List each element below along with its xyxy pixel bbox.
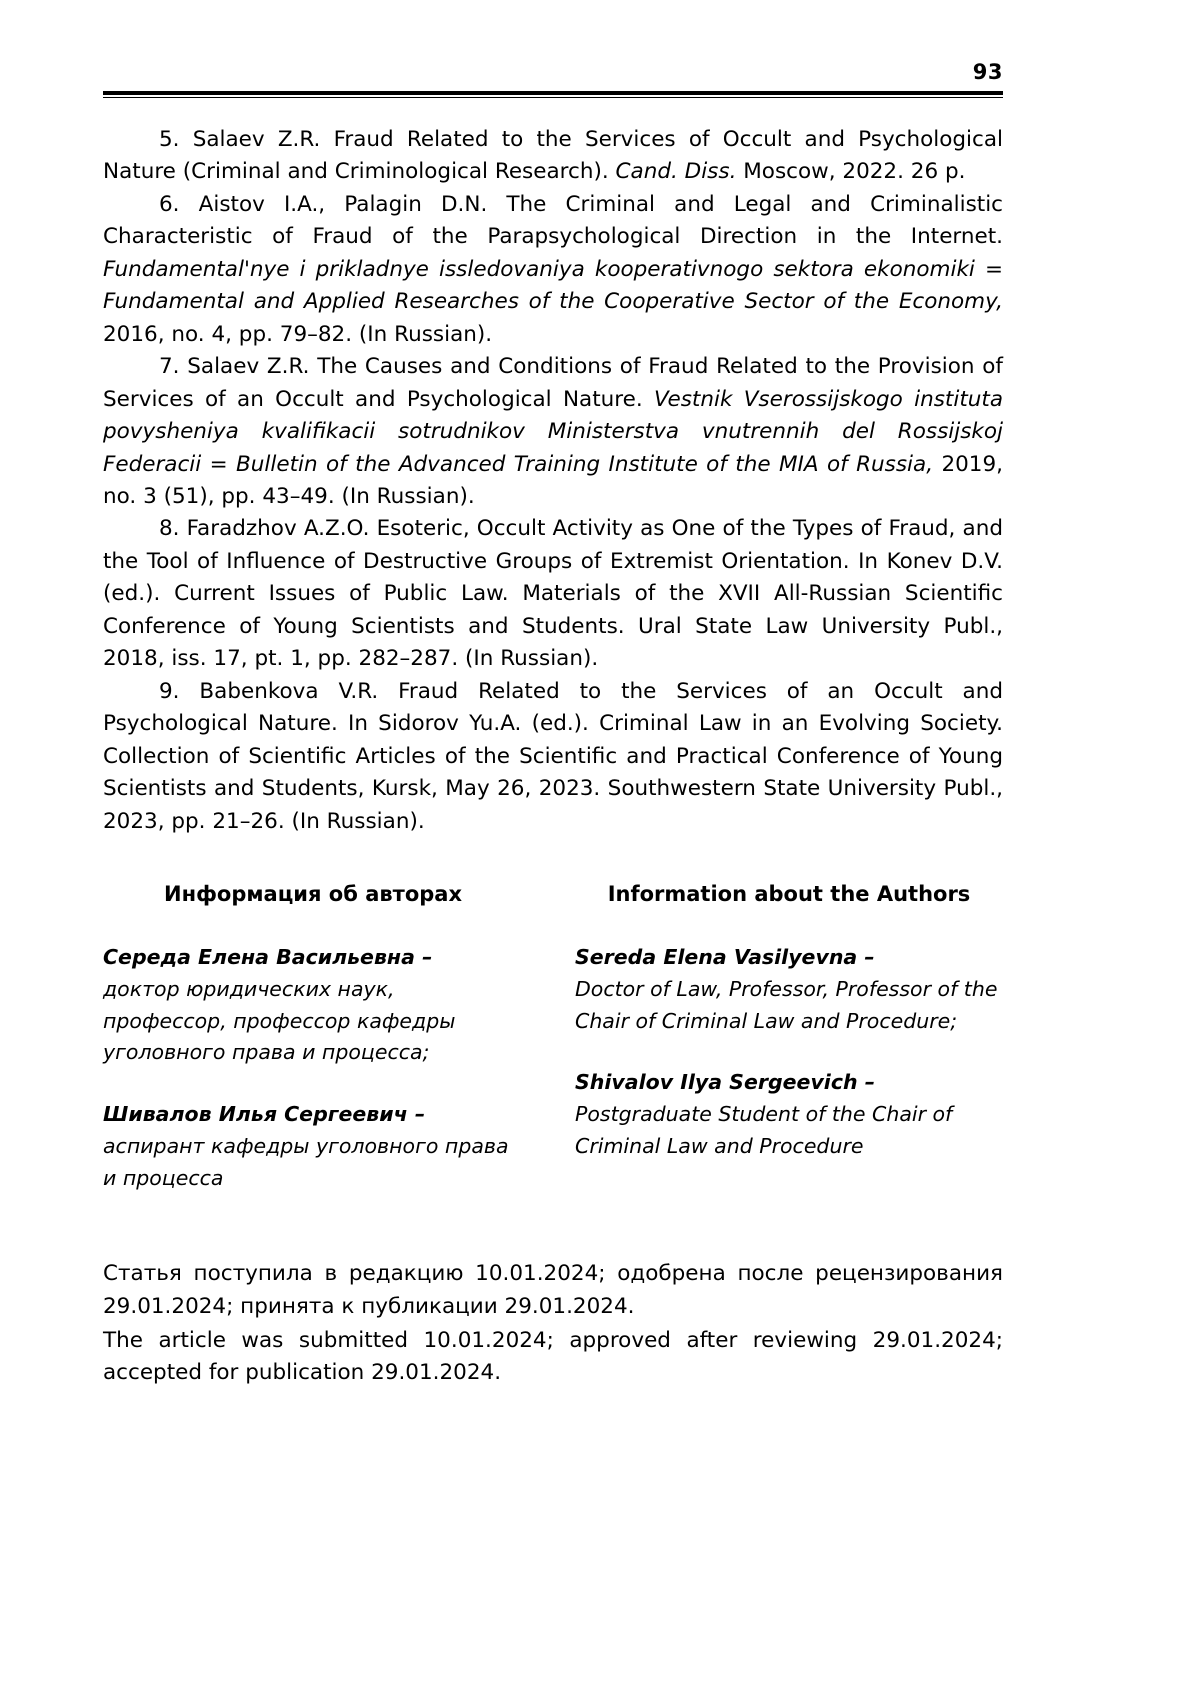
author-affiliation: доктор юридических наук, профессор, профессор кафедры уголовного права и процесса; — [103, 976, 456, 1065]
page-number: 93 — [972, 60, 1003, 84]
reference-text: 9. Babenkova V.R. Fraud Related to the Services of an Occult and Psychological Nature. In Sidorov Yu.A. (ed.). Criminal Law in an Evolving Society. Collection of Scientific Articles of the Scientific and Practical Conference of Young Scientists and Students, Kursk, May 26, 2023. Southwestern State University Publ., 2023, pp. 21–26. (In Russian). — [103, 678, 1003, 834]
reference-source-title: Vestnik Vserossijskogo instituta povysheniya kvalifikacii sotrudnikov Ministerstva vnutrennih del Rossijskoj Federacii = Bulletin of the Advanced Training Institute of the MIA of Russia, — [103, 386, 1003, 477]
submission-notes — [103, 1258, 1003, 1389]
author-name: Середа Елена Васильевна – — [103, 944, 433, 969]
authors-entries-english — [575, 942, 1003, 1163]
reference-list — [103, 124, 1003, 838]
reference-text: 6. Aistov I.A., Palagin D.N. The Criminal and Legal and Criminalistic Characteristic of Fraud of the Parapsychological Direction in the Internet. — [103, 191, 1003, 250]
reference-item — [103, 351, 1003, 513]
reference-text: 8. Faradzhov A.Z.O. Esoteric, Occult Activity as One of the Types of Fraud, and the Tool of Influence of Destructive Groups of Extremist Orientation. In Konev D.V. (ed.). Current Issues of Public Law. Materials of the XVII All-Russian Scientific Conference of Young Scientists and Students. Ural State Law University Publ., 2018, iss. 17, pt. 1, pp. 282–287. (In Russian). — [103, 516, 1003, 672]
reference-item — [103, 189, 1003, 351]
submission-note-russian: Статья поступила в редакцию 10.01.2024; одобрена после рецензирования 29.01.2024; принята к публикации 29.01.2024. — [103, 1261, 1003, 1319]
author-entry — [103, 942, 523, 1069]
author-affiliation: Doctor of Law, Professor, Professor of the Chair of Criminal Law and Procedure; — [575, 976, 998, 1033]
reference-source-title: Cand. Diss. — [615, 159, 737, 185]
author-entry — [575, 942, 1003, 1037]
author-entry — [575, 1067, 1003, 1162]
authors-column-english — [553, 882, 1003, 1224]
author-entry — [103, 1099, 523, 1194]
page-content — [103, 62, 1003, 1389]
author-name: Shivalov Ilya Sergeevich – — [575, 1070, 875, 1095]
authors-entries-russian — [103, 942, 523, 1194]
reference-text: 2016, no. 4, pp. 79–82. (In Russian). — [103, 321, 493, 347]
author-name: Шивалов Илья Сергеевич – — [103, 1102, 426, 1127]
submission-note-english: The article was submitted 10.01.2024; approved after reviewing 29.01.2024; accepted for publication 29.01.2024. — [103, 1327, 1003, 1386]
reference-item — [103, 676, 1003, 838]
header-rule-thin — [103, 97, 1003, 98]
reference-text: Moscow, 2022. 26 p. — [736, 159, 966, 185]
reference-text: 7. Salaev Z.R. The Causes and Conditions of Fraud Related to the Provision of Services of an Occult and Psychological Nature. — [103, 354, 1003, 412]
author-name: Sereda Elena Vasilyevna – — [575, 944, 875, 969]
reference-item — [103, 513, 1003, 675]
reference-item — [103, 124, 1003, 189]
authors-heading-russian: Информация об авторах — [164, 881, 462, 906]
author-affiliation: Postgraduate Student of the Chair of Criminal Law and Procedure — [575, 1102, 953, 1158]
reference-text: 5. Salaev Z.R. Fraud Related to the Services of Occult and Psychological Nature (Criminal and Criminological Research). — [103, 127, 1003, 185]
author-affiliation: аспирант кафедры уголовного права и процесса — [103, 1133, 509, 1190]
authors-section — [103, 882, 1003, 1224]
reference-source-title: Fundamental'nye i prikladnye issledovaniya kooperativnogo sektora ekonomiki = Fundamental and Applied Researches of the Cooperative Sector of the Economy, — [103, 256, 1003, 315]
authors-heading-english: Information about the Authors — [607, 881, 971, 906]
authors-column-russian — [103, 882, 553, 1224]
header-rule-thick — [103, 91, 1003, 95]
reference-text: 2019, no. 3 (51), pp. 43–49. (In Russian). — [103, 451, 1003, 509]
